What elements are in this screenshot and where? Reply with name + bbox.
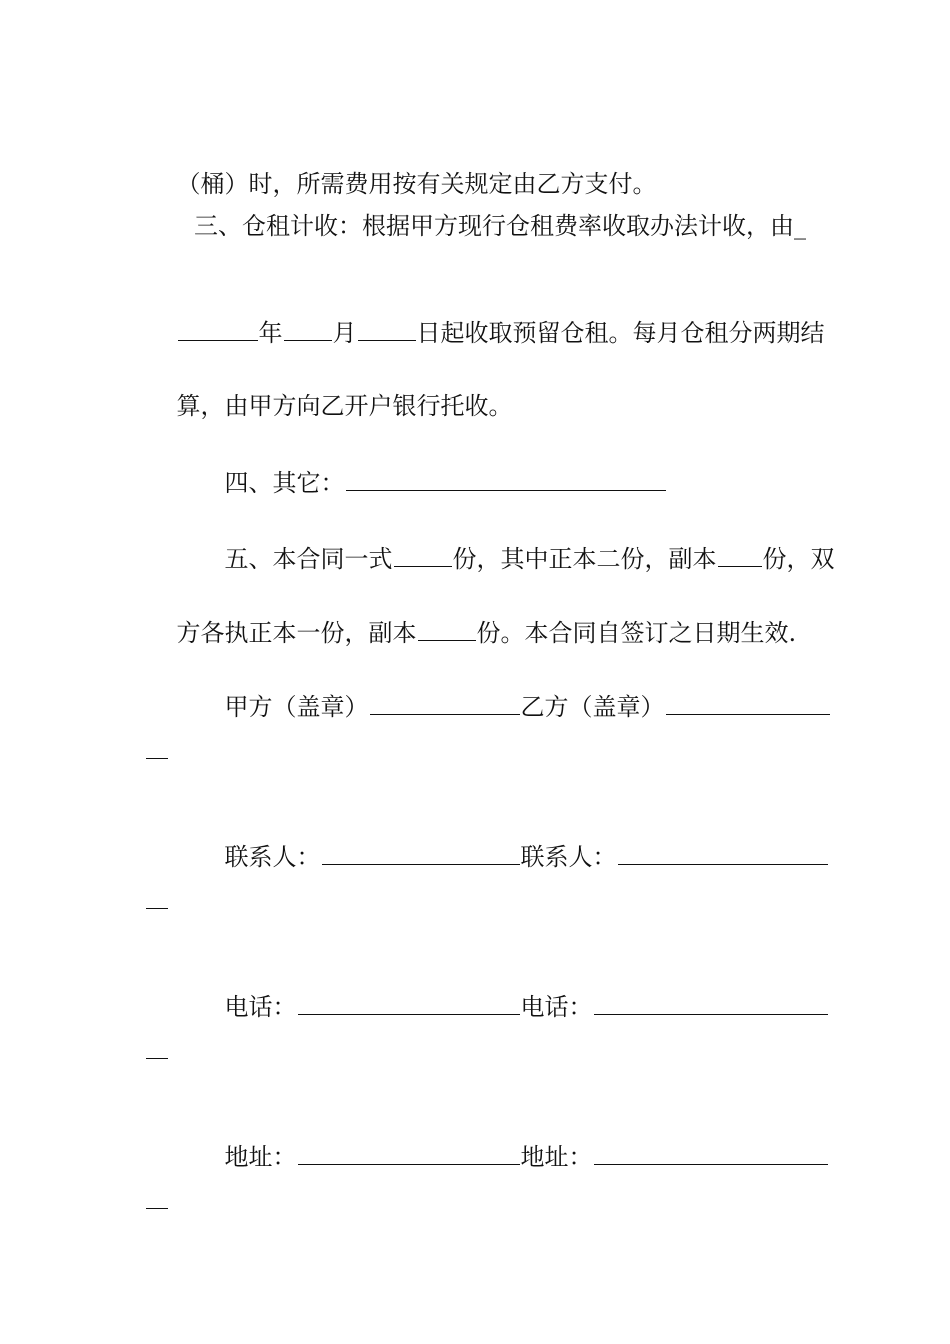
address-b-blank[interactable] bbox=[594, 1140, 828, 1165]
clause-five-text-b: 份，其中正本二份，副本 bbox=[452, 545, 717, 573]
phone-row bbox=[194, 958, 806, 1055]
contact-b-blank[interactable] bbox=[618, 840, 828, 865]
year-label: 年 bbox=[258, 319, 283, 347]
phone-b-label: 电话： bbox=[520, 993, 593, 1021]
clause-three-text-1: 三、仓租计收：根据甲方现行仓租费率收取办法计收，由_ bbox=[194, 212, 806, 240]
contact-row-overflow-line bbox=[146, 908, 168, 909]
party-a-seal-blank[interactable] bbox=[370, 690, 520, 715]
contact-a-label: 联系人： bbox=[224, 843, 321, 871]
party-b-seal-label: 乙方（盖章） bbox=[520, 693, 665, 721]
contact-a-blank[interactable] bbox=[322, 840, 520, 865]
copies-total-blank[interactable] bbox=[394, 542, 452, 567]
year-blank[interactable] bbox=[178, 316, 258, 341]
duplicate-each-blank[interactable] bbox=[418, 616, 476, 641]
address-b-label: 地址： bbox=[520, 1143, 593, 1171]
day-blank[interactable] bbox=[358, 316, 416, 341]
clause-three-line-1 bbox=[194, 210, 806, 242]
address-a-label: 地址： bbox=[224, 1143, 297, 1171]
clause-three-text-3: 算，由甲方向乙开户银行托收。 bbox=[176, 392, 513, 420]
contact-b-label: 联系人： bbox=[520, 843, 617, 871]
clause-five-text-e: 份。本合同自签订之日期生效. bbox=[476, 619, 797, 647]
clause-four-label: 四、其它： bbox=[224, 469, 345, 497]
clause-five-text-d: 方各执正本一份，副本 bbox=[176, 619, 417, 647]
address-a-blank[interactable] bbox=[298, 1140, 520, 1165]
other-terms-blank[interactable] bbox=[346, 466, 666, 491]
phone-a-blank[interactable] bbox=[298, 990, 520, 1015]
phone-b-blank[interactable] bbox=[594, 990, 828, 1015]
seal-row bbox=[194, 658, 806, 755]
phone-row-overflow-line bbox=[146, 1058, 168, 1059]
month-label: 月 bbox=[332, 319, 357, 347]
seal-row-overflow-line bbox=[146, 758, 168, 759]
phone-a-label: 电话： bbox=[224, 993, 297, 1021]
contact-row bbox=[194, 808, 806, 905]
duplicate-copies-blank[interactable] bbox=[718, 542, 762, 567]
month-blank[interactable] bbox=[284, 316, 332, 341]
party-b-seal-blank[interactable] bbox=[666, 690, 830, 715]
party-a-seal-label: 甲方（盖章） bbox=[224, 693, 369, 721]
clause-five-text-a: 五、本合同一式 bbox=[224, 545, 393, 573]
clause-three-text-2: 日起收取预留仓租。每月仓租分两期结 bbox=[416, 319, 825, 347]
address-row bbox=[194, 1108, 806, 1205]
clause-five-text-c: 份，双 bbox=[762, 545, 835, 573]
intro-end-text: （桶）时，所需费用按有关规定由乙方支付。 bbox=[176, 170, 657, 198]
address-row-overflow-line bbox=[146, 1208, 168, 1209]
